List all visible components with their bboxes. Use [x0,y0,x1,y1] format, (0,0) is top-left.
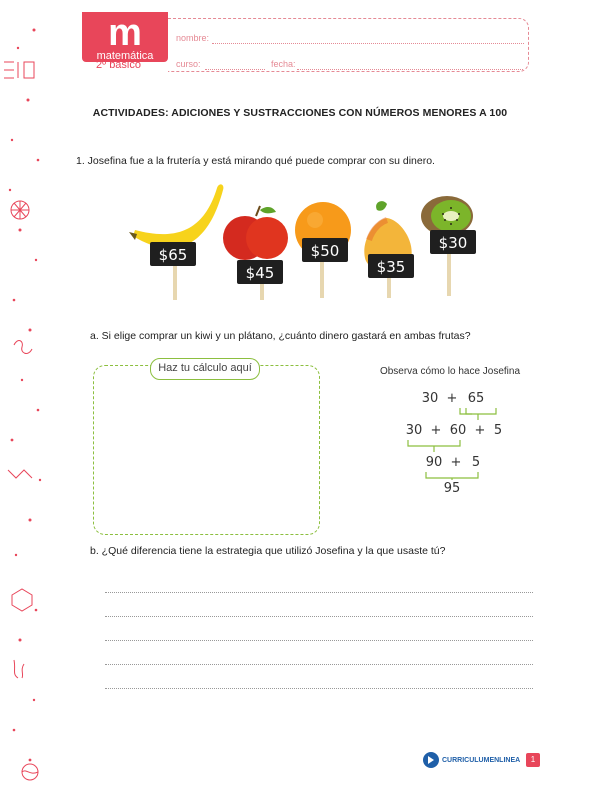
svg-text:95: 95 [443,481,461,496]
page-title: ACTIVIDADES: ADICIONES Y SUSTRACCIONES CON NÚMEROS MENORES A 100 [92,107,508,119]
student-info-box [168,18,529,72]
banana-fruit [129,184,223,248]
course-field[interactable] [205,69,265,70]
answer-line-5[interactable] [105,688,533,689]
banana-price: $65 [158,246,188,264]
svg-text:+: + [450,455,462,470]
apple-price: $45 [245,264,275,282]
footer-brand [423,752,520,768]
name-label: nombre: [176,33,210,43]
calculation-label: Haz tu cálculo aquí [150,358,260,380]
brand-arrow-icon [423,752,439,768]
logo-letter: m [108,12,142,54]
question-a: a. Si elige comprar un kiwi y un plátano, ¿cuánto dinero gastará en ambas frutas? [90,330,471,342]
subject-logo [82,12,168,62]
answer-line-2[interactable] [105,616,533,617]
logo-subject: matemática [96,50,154,62]
grade-label: 2º básico [96,59,141,71]
date-field[interactable] [297,69,523,70]
svg-text:30: 30 [405,423,423,438]
date-label: fecha: [271,59,296,69]
course-label: curso: [176,59,201,69]
question-b: b. ¿Qué diferencia tiene la estrategia que utilizó Josefina y la que usaste tú? [90,545,446,557]
answer-line-3[interactable] [105,640,533,641]
fruit-prices-illustration [125,180,495,300]
question-1: 1. Josefina fue a la frutería y está mirando qué puede comprar con su dinero. [76,155,435,167]
apple-fruit [223,206,288,260]
name-field[interactable] [212,43,524,44]
answer-line-1[interactable] [105,592,533,593]
svg-text:65: 65 [467,391,485,406]
page-number: 1 [526,753,540,767]
strategy-title: Observa cómo lo hace Josefina [379,366,521,377]
kiwi-price: $30 [438,234,468,252]
svg-text:30: 30 [421,391,439,406]
svg-text:+: + [474,423,486,438]
pear-price: $35 [376,258,406,276]
josefina-strategy [400,388,530,498]
svg-text:90: 90 [425,455,443,470]
svg-text:5: 5 [471,455,481,470]
svg-text:60: 60 [449,423,467,438]
svg-text:+: + [446,391,458,406]
orange-price: $50 [310,242,340,260]
svg-text:+: + [430,423,442,438]
footer-brand-text: CURRICULUMENLINEA [442,756,521,764]
svg-text:5: 5 [493,423,503,438]
margin-decoration [0,0,48,800]
answer-line-4[interactable] [105,664,533,665]
calculation-area[interactable] [93,365,320,535]
